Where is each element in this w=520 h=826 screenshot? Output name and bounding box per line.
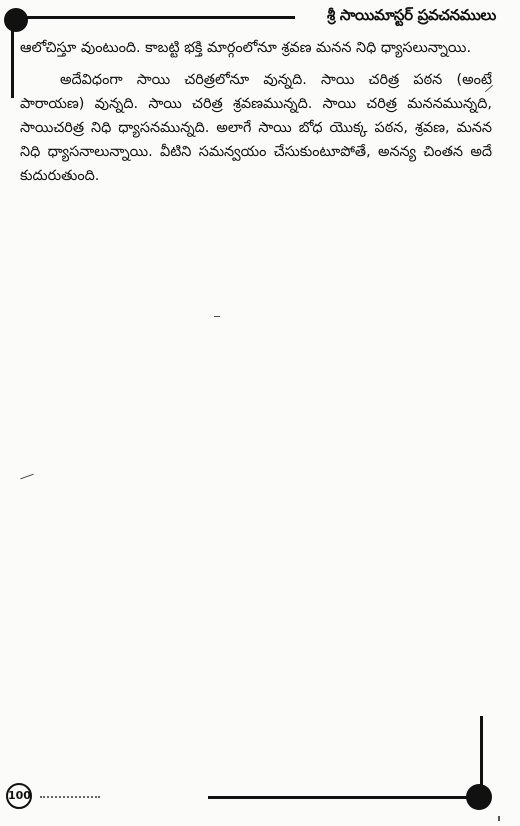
scan-artifact-mark [498,816,500,821]
header-rule [20,16,295,19]
scan-artifact-mark [20,474,33,480]
paragraph-continuation: ఆలోచిస్తూ వుంటుంది. కాబట్టి భక్తి మార్గంలోనూ శ్రవణ మనన నిధి ధ్యాసలున్నాయి. [20,40,472,56]
footer-ornament-dot [466,784,492,810]
scan-artifact-mark [214,316,220,317]
header-ornament-dot [4,8,28,32]
body-text [20,36,492,188]
scan-artifact-dots [40,796,100,800]
page-number-badge: 100 [6,783,32,809]
header-vertical-rule [11,20,14,98]
footer-rule [208,796,480,799]
paragraph-sai-charitra: అదేవిధంగా సాయి చరిత్రలోనూ వున్నది. సాయి చరిత్ర పఠన (అంటే పారాయణ) వున్నది. సాయి చరిత్ర శ్రవణమున్నది. సాయి చరిత్ర మననమున్నది, సాయిచరిత్ర నిధి ధ్యాసనమున్నది. అలాగే సాయి బోధ యొక్క పఠన, శ్రవణ, మనన నిధి ధ్యాసనాలున్నాయి. వీటిని సమన్వయం చేసుకుంటూపోతే, అనన్య చింతన అదే కుదురుతుంది. [20,72,492,184]
running-head-title: శ్రీ సాయిమాస్టర్ ప్రవచనములు [326,6,496,24]
